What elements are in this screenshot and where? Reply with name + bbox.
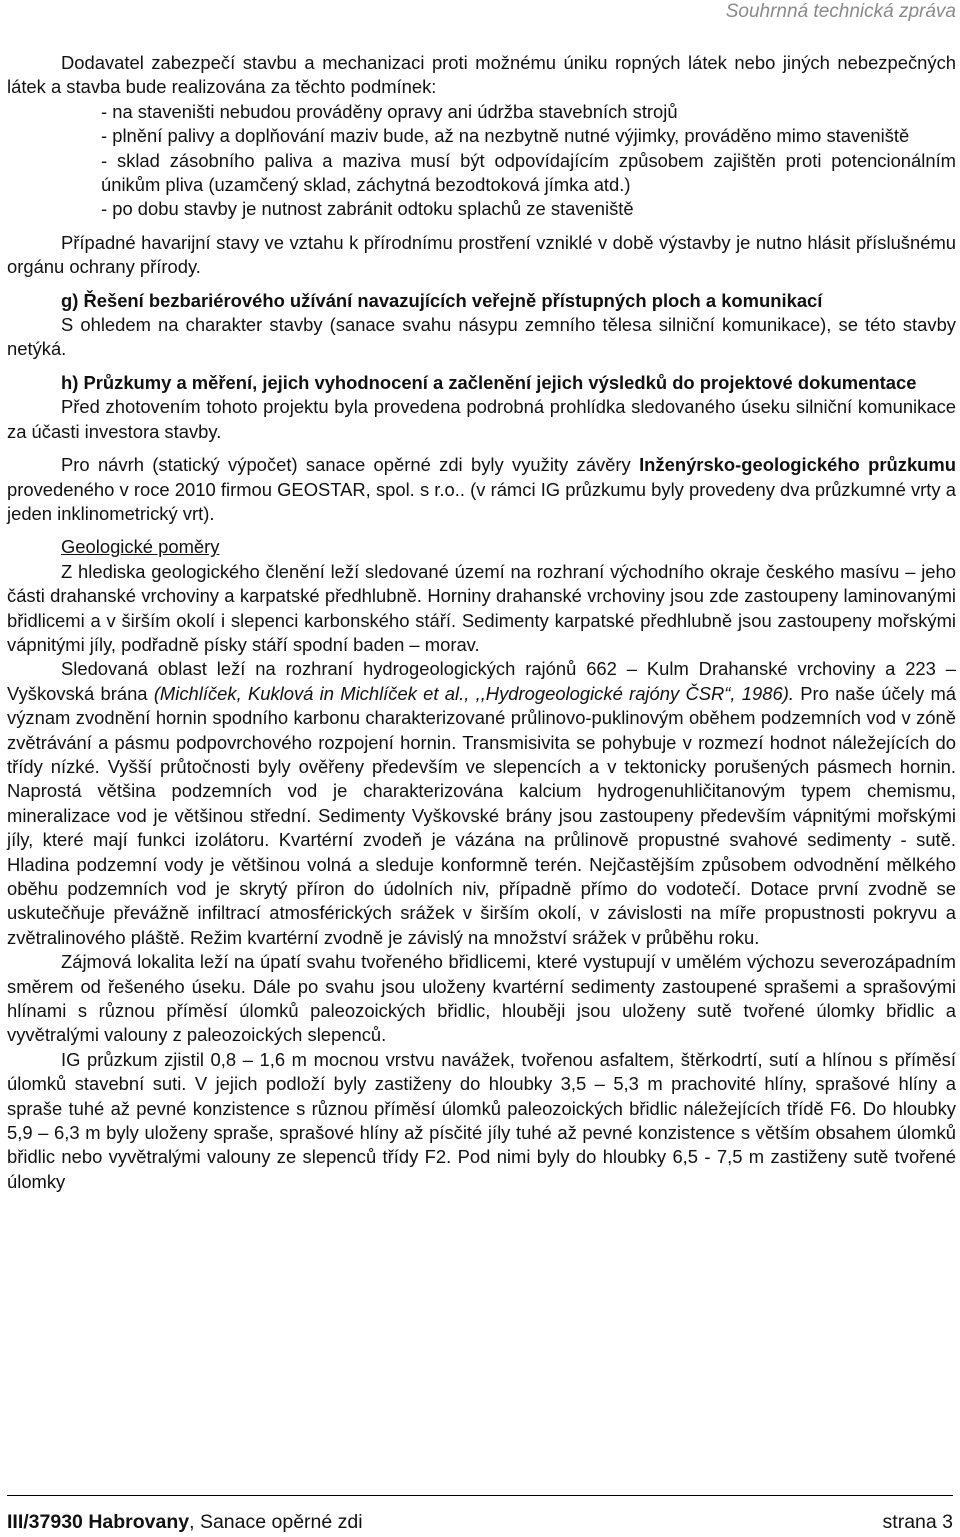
- footer-divider: [7, 1495, 953, 1496]
- footer-project-name: , Sanace opěrné zdi: [189, 1511, 363, 1533]
- list-item: - sklad zásobního paliva a maziva musí být odpovídajícím způsobem zajištěn proti potencionálním únikům pliva (uzamčený sklad, záchytná bezodtoková jímka atd.): [101, 149, 956, 196]
- geology-title-text: Geologické poměry: [61, 536, 220, 558]
- geology-paragraph-4: IG průzkum zjistil 0,8 – 1,6 m mocnou vrstvu navážek, tvořenou asfaltem, štěrkodrtí, sutí a hlínou s příměsí úlomků stavební suti. V jejich podloží byly zastiženy do hloubky 3,5 – 5,3 m prachovité hlíny, sprašové hlíny a spraše tuhé až pevné konzistence s různou příměsí úlomků paleozoických břidlic náležejících třídě F6. Do hloubky 5,9 – 6,3 m byly uloženy spraše, sprašové hlíny až písčité jíly tuhé až pevné konzistence s větším obsahem úlomků břidlic nebo vyvětralými valouny ze slepenců třídy F2. Pod nimi byly do hloubky 6,5 - 7,5 m zastiženy sutě tvořené úlomky: [7, 1048, 956, 1192]
- section-h-paragraph-2: [7, 453, 956, 526]
- document-footer: [7, 1510, 953, 1534]
- section-h-heading: h) Průzkumy a měření, jejich vyhodnocení a začlenění jejich výsledků do projektové dokumentace: [61, 371, 917, 393]
- geology-paragraph-2: [7, 657, 956, 950]
- closing-paragraph: Případné havarijní stavy ve vztahu k přírodnímu prostření vzniklé v době výstavby je nutno hlásit příslušnému orgánu ochrany přírody.: [7, 231, 956, 278]
- geology-title: [7, 535, 956, 559]
- page-number: strana 3: [882, 1511, 953, 1533]
- intro-paragraph: Dodavatel zabezpečí stavbu a mechanizaci proti možnému úniku ropných látek nebo jiných nebezpečných látek a stavba bude realizována za těchto podmínek:: [7, 52, 956, 98]
- list-item: - na staveništi nebudou prováděny opravy ani údržba stavebních strojů: [101, 100, 678, 122]
- document-body: [7, 51, 956, 1194]
- geology-paragraph-3: Zájmová lokalita leží na úpatí svahu tvořeného břidlicemi, které vystupují v umělém výchozu severozápadním směrem od řešeného úseku. Dále po svahu jsou uloženy kvartérní sedimenty zastoupené sprašemi a sprašovými hlínami s různou příměsí úlomků paleozoických břidlic, hlouběji jsou uloženy sutě tvořené úlomky břidlic a vyvětralými valouny z paleozoických slepenců.: [7, 951, 956, 1046]
- section-g-heading: g) Řešení bezbariérového užívání navazujících veřejně přístupných ploch a komunikací: [61, 289, 823, 311]
- geology-paragraph-1: Z hlediska geologického členění leží sledované území na rozhraní východního okraje českého masívu – jeho části drahanské vrchoviny a karpatské předhlubně. Horniny drahanské vrchoviny jsou zde zastoupeny laminovanými břidlicemi a v širším okolí i slepenci karbonského stáří. Sedimenty karpatské předhlubně jsou zastoupeny mořskými vápnitými jíly, podřadně písky stáří spodní baden – morav.: [7, 560, 956, 655]
- footer-project: [7, 1510, 363, 1534]
- list-item: - plnění palivy a doplňování maziv bude, až na nezbytně nutné výjimky, prováděno mimo staveniště: [101, 125, 910, 147]
- geo-p2-text-end: Pro naše účely má význam zvodnění hornin spodního karbonu charakterizované průlinovo-puklinovým oběhem podzemních vod v zóně zvětrávání a pásmu podpovrchového rozpojení hornin. Transmisivita se pohybuje v rozmezí hodnot náležejících do třídy nízké. Vyšší průtočnosti byly ověřeny především ve slepencích a v tektonicky porušených pásmech hornin. Naprostá většina podzemních vod je charakterizována kalcium hydrogenuhličitanovým typem chemismu, mineralizace vod je většinou střední. Sedimenty Vyškovské brány jsou zastoupeny především vápnitými mořskými jíly, které mají funkci izolátoru. Kvartérní zvodeň je vázána na průlinově propustné svahové sedimenty - sutě. Hladina podzemní vody je většinou volná a sleduje konformně terén. Nejčastějším způsobem odvodnění mělkého oběhu podzemních vod je skrytý příron do údolních niv, případně přímo do vodotečí. Dotace první zvodně se uskutečňuje převážně infiltrací atmosférických srážek v širším okolí, v závislosti na míře propustnosti pokryvu a zvětralinového pláště. Režim kvartérní zvodně je závislý na množství srážek v průběhu roku.: [7, 682, 957, 948]
- list-item: - po dobu stavby je nutnost zabránit odtoku splachů ze staveniště: [101, 198, 634, 220]
- p2-text: Pro návrh (statický výpočet) sanace opěrné zdi byly využity závěry: [61, 454, 640, 476]
- footer-project-code: III/37930 Habrovany: [7, 1511, 190, 1533]
- document-header: Souhrnná technická zpráva: [725, 1, 956, 22]
- section-g-text: S ohledem na charakter stavby (sanace svahu násypu zemního tělesa silniční komunikace), se této stavby netýká.: [7, 314, 956, 360]
- section-h-paragraph-1: Před zhotovením tohoto projektu byla provedena podrobná prohlídka sledovaného úseku silniční komunikace za účasti investora stavby.: [7, 396, 956, 442]
- survey-name: Inženýrsko-geologického průzkumu: [639, 454, 956, 476]
- geo-p2-text: Sledovaná oblast leží na rozhraní hydrogeologických rajónů 662 – Kulm Drahanské vrchoviny a 223 – Vyškovská brána: [7, 658, 956, 704]
- citation: (Michlíček, Kuklová in Michlíček et al., ,,Hydrogeologické rajóny ČSR“, 1986).: [153, 682, 794, 704]
- p2-text-end: provedeného v roce 2010 firmou GEOSTAR, spol. s r.o.. (v rámci IG průzkumu byly provedeny dva průzkumné vrty a jeden inklinometrický vrt).: [7, 478, 956, 524]
